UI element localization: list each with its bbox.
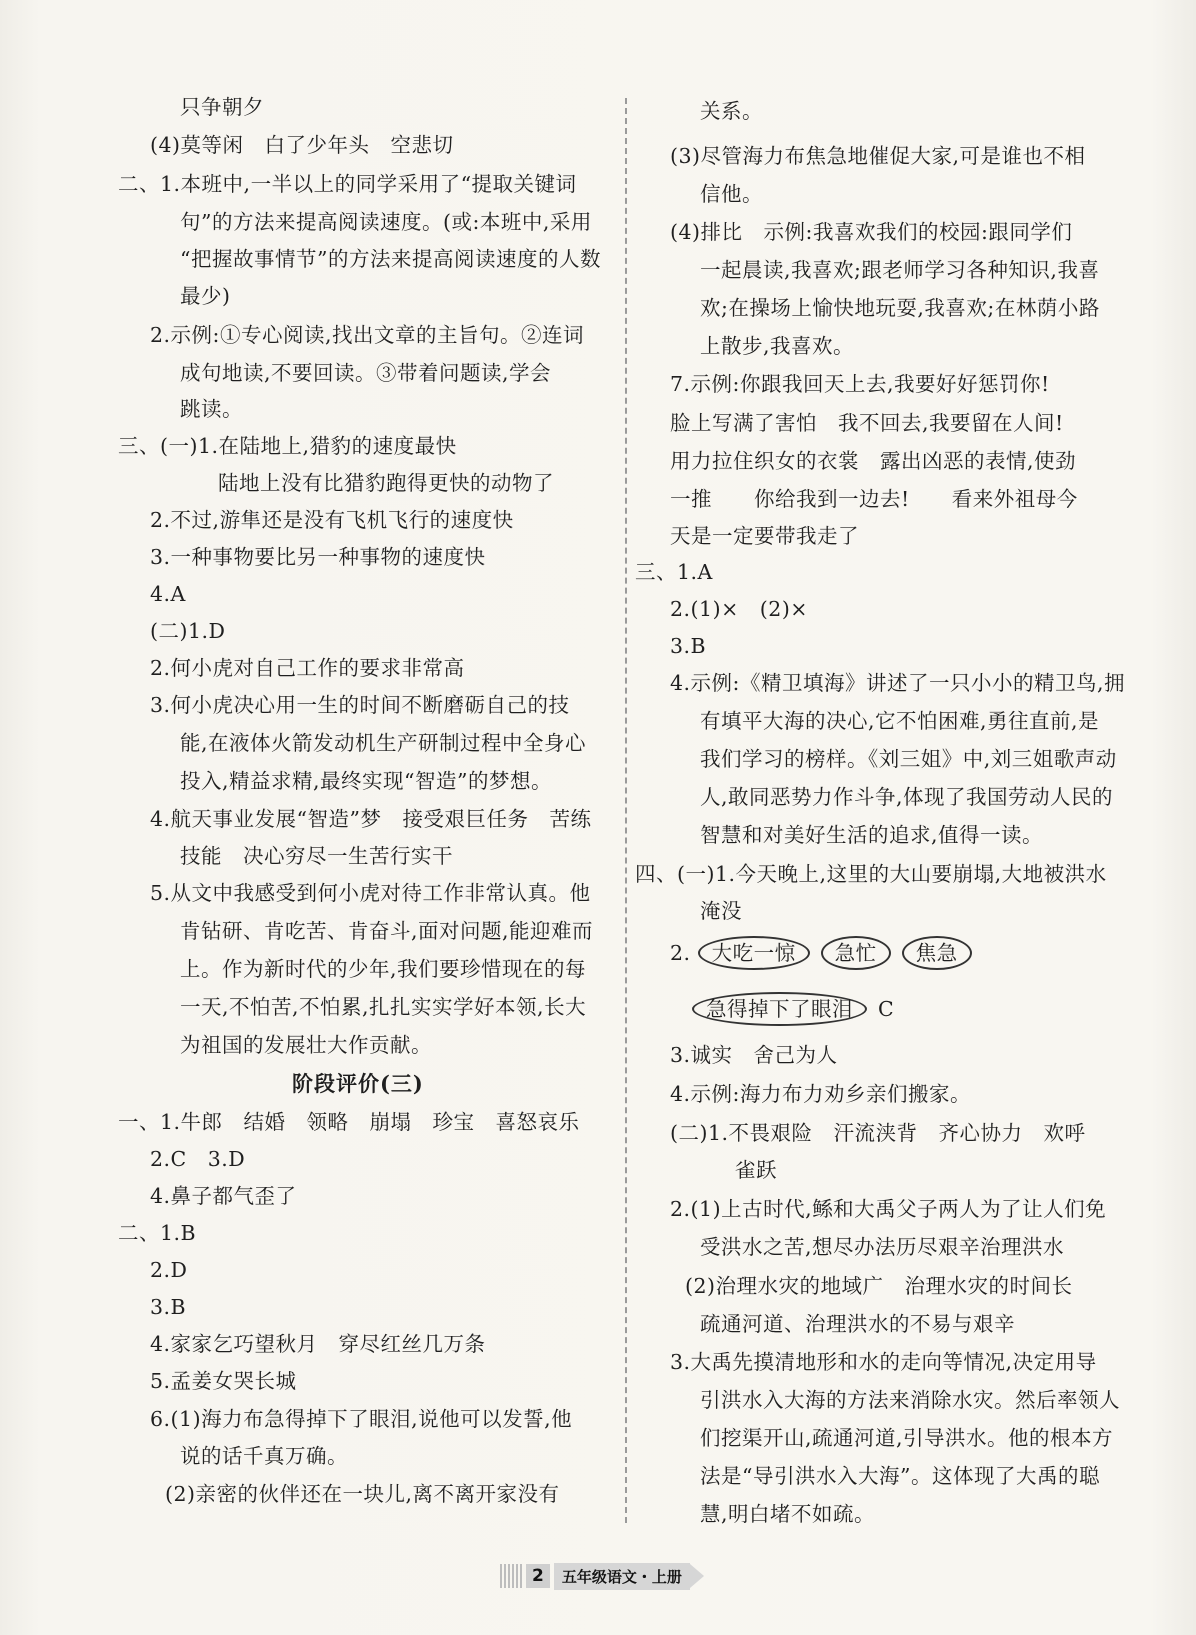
text-line: 受洪水之苦,想尽办法历尽艰辛治理洪水 xyxy=(700,1235,1065,1259)
text-line: 为祖国的发展壮大作贡献。 xyxy=(180,1033,432,1057)
text-line: 2.示例:①专心阅读,找出文章的主旨句。②连词 xyxy=(150,323,584,347)
circled-phrase: 急得掉下了眼泪 xyxy=(692,992,867,1026)
text-line: 6.(1)海力布急得掉下了眼泪,说他可以发誓,他 xyxy=(150,1407,573,1431)
text-line: 2.(1)× (2)× xyxy=(670,597,808,621)
footer-decoration xyxy=(500,1564,522,1588)
text-line: 跳读。 xyxy=(180,397,243,421)
text-line: 三、1.A xyxy=(635,560,713,584)
text-line: 二、1.本班中,一半以上的同学采用了“提取关键词 xyxy=(118,172,577,196)
circled-word: 焦急 xyxy=(902,936,972,970)
answer-letter: C xyxy=(878,997,895,1021)
page-number: 2 xyxy=(526,1564,550,1588)
text-line: 4.航天事业发展“智造”梦 接受艰巨任务 苦练 xyxy=(150,807,592,831)
text-line: 雀跃 xyxy=(735,1158,777,1182)
text-line: 3.一种事物要比另一种事物的速度快 xyxy=(150,545,486,569)
text-line: 慧,明白堵不如疏。 xyxy=(700,1502,876,1526)
text-line: 3.B xyxy=(150,1295,187,1319)
text-line: 陆地上没有比猎豹跑得更快的动物了 xyxy=(218,471,554,495)
text-line: 疏通河道、治理洪水的不易与艰辛 xyxy=(700,1312,1015,1336)
text-line: 5.从文中我感受到何小虎对待工作非常认真。他 xyxy=(150,881,591,905)
text-line: 3.何小虎决心用一生的时间不断磨砺自己的技 xyxy=(150,693,570,717)
text-line: 2.不过,游隼还是没有飞机飞行的速度快 xyxy=(150,508,514,532)
text-line: 四、(一)1.今天晚上,这里的大山要崩塌,大地被洪水 xyxy=(635,862,1107,886)
text-line: (二)1.D xyxy=(150,619,226,643)
text-line: 说的话千真万确。 xyxy=(180,1444,348,1468)
text-line: 技能 决心穷尽一生苦行实干 xyxy=(180,844,453,868)
item-number: 2. xyxy=(670,941,691,965)
text-line: 一天,不怕苦,不怕累,扎扎实实学好本领,长大 xyxy=(180,995,587,1019)
text-line: 4.示例:《精卫填海》讲述了一只小小的精卫鸟,拥 xyxy=(670,671,1125,695)
text-line: (3)尽管海力布焦急地催促大家,可是谁也不相 xyxy=(670,144,1086,168)
text-line: 2.D xyxy=(150,1258,188,1282)
text-line: 们挖渠开山,疏通河道,引导洪水。他的根本方 xyxy=(700,1426,1114,1450)
text-line: 4.鼻子都气歪了 xyxy=(150,1184,297,1208)
book-label: 五年级语文・上册 xyxy=(554,1563,690,1590)
text-line: (2)治理水灾的地域广 治理水灾的时间长 xyxy=(685,1274,1073,1298)
text-line: 4.家家乞巧望秋月 穿尽红丝几万条 xyxy=(150,1332,486,1356)
text-line: 7.示例:你跟我回天上去,我要好好惩罚你! xyxy=(670,372,1050,396)
circled-phrase-row xyxy=(692,992,894,1026)
text-line: 3.诚实 舍己为人 xyxy=(670,1043,838,1067)
text-line: 4.A xyxy=(150,582,186,606)
text-line: 上。作为新时代的少年,我们要珍惜现在的每 xyxy=(180,957,587,981)
text-line: 5.孟姜女哭长城 xyxy=(150,1369,297,1393)
column-divider xyxy=(625,98,627,1523)
text-line: 信他。 xyxy=(700,182,763,206)
text-line: 最少) xyxy=(180,284,231,308)
text-line: 2.C 3.D xyxy=(150,1147,246,1171)
text-line: 三、(一)1.在陆地上,猎豹的速度最快 xyxy=(118,434,457,458)
text-line: (二)1.不畏艰险 汗流浃背 齐心协力 欢呼 xyxy=(670,1121,1086,1145)
text-line: 我们学习的榜样。《刘三姐》中,刘三姐歌声动 xyxy=(700,747,1117,771)
text-line: 关系。 xyxy=(700,99,763,123)
text-line: 2.何小虎对自己工作的要求非常高 xyxy=(150,656,465,680)
text-line: 欢;在操场上愉快地玩耍,我喜欢;在林荫小路 xyxy=(700,296,1100,320)
text-line: 引洪水入大海的方法来消除水灾。然后率领人 xyxy=(700,1388,1120,1412)
text-line: 上散步,我喜欢。 xyxy=(700,334,855,358)
text-line: 淹没 xyxy=(700,899,742,923)
section-title: 阶段评价(三) xyxy=(292,1071,424,1096)
text-line: (2)亲密的伙伴还在一块儿,离不离开家没有 xyxy=(165,1482,560,1506)
text-line: 3.B xyxy=(670,634,707,658)
text-line: 3.大禹先摸清地形和水的走向等情况,决定用导 xyxy=(670,1350,1097,1374)
text-line: “把握故事情节”的方法来提高阅读速度的人数 xyxy=(180,247,601,271)
text-line: 用力拉住织女的衣裳 露出凶恶的表情,使劲 xyxy=(670,449,1077,473)
arrow-icon xyxy=(690,1564,704,1588)
text-line: 智慧和对美好生活的追求,值得一读。 xyxy=(700,823,1044,847)
text-line: 一推 你给我到一边去! 看来外祖母今 xyxy=(670,487,1078,511)
text-line: 法是“导引洪水入大海”。这体现了大禹的聪 xyxy=(700,1464,1100,1488)
circled-words-row xyxy=(670,936,976,970)
text-line: 一起晨读,我喜欢;跟老师学习各种知识,我喜 xyxy=(700,258,1100,282)
text-line: 只争朝夕 xyxy=(180,95,264,119)
text-line: 4.示例:海力布力劝乡亲们搬家。 xyxy=(670,1082,971,1106)
text-line: 人,敢同恶势力作斗争,体现了我国劳动人民的 xyxy=(700,785,1114,809)
text-line: 肯钻研、肯吃苦、肯奋斗,面对问题,能迎难而 xyxy=(180,919,594,943)
text-line: 2.(1)上古时代,鲧和大禹父子两人为了让人们免 xyxy=(670,1197,1107,1221)
circled-word: 大吃一惊 xyxy=(698,936,810,970)
text-line: 天是一定要带我走了 xyxy=(670,524,859,548)
text-line: 投入,精益求精,最终实现“智造”的梦想。 xyxy=(180,769,552,793)
text-line: 能,在液体火箭发动机生产研制过程中全身心 xyxy=(180,731,587,755)
text-line: 一、1.牛郎 结婚 领略 崩塌 珍宝 喜怒哀乐 xyxy=(118,1110,580,1134)
text-line: (4)莫等闲 白了少年头 空悲切 xyxy=(150,133,454,157)
text-line: 脸上写满了害怕 我不回去,我要留在人间! xyxy=(670,411,1064,435)
text-line: 有填平大海的决心,它不怕困难,勇往直前,是 xyxy=(700,709,1100,733)
circled-word: 急忙 xyxy=(821,936,891,970)
text-line: 二、1.B xyxy=(118,1221,197,1245)
text-line: 成句地读,不要回读。③带着问题读,学会 xyxy=(180,361,552,385)
page-footer xyxy=(500,1561,704,1591)
text-line: (4)排比 示例:我喜欢我们的校园:跟同学们 xyxy=(670,220,1073,244)
text-line: 句”的方法来提高阅读速度。(或:本班中,采用 xyxy=(180,210,592,234)
